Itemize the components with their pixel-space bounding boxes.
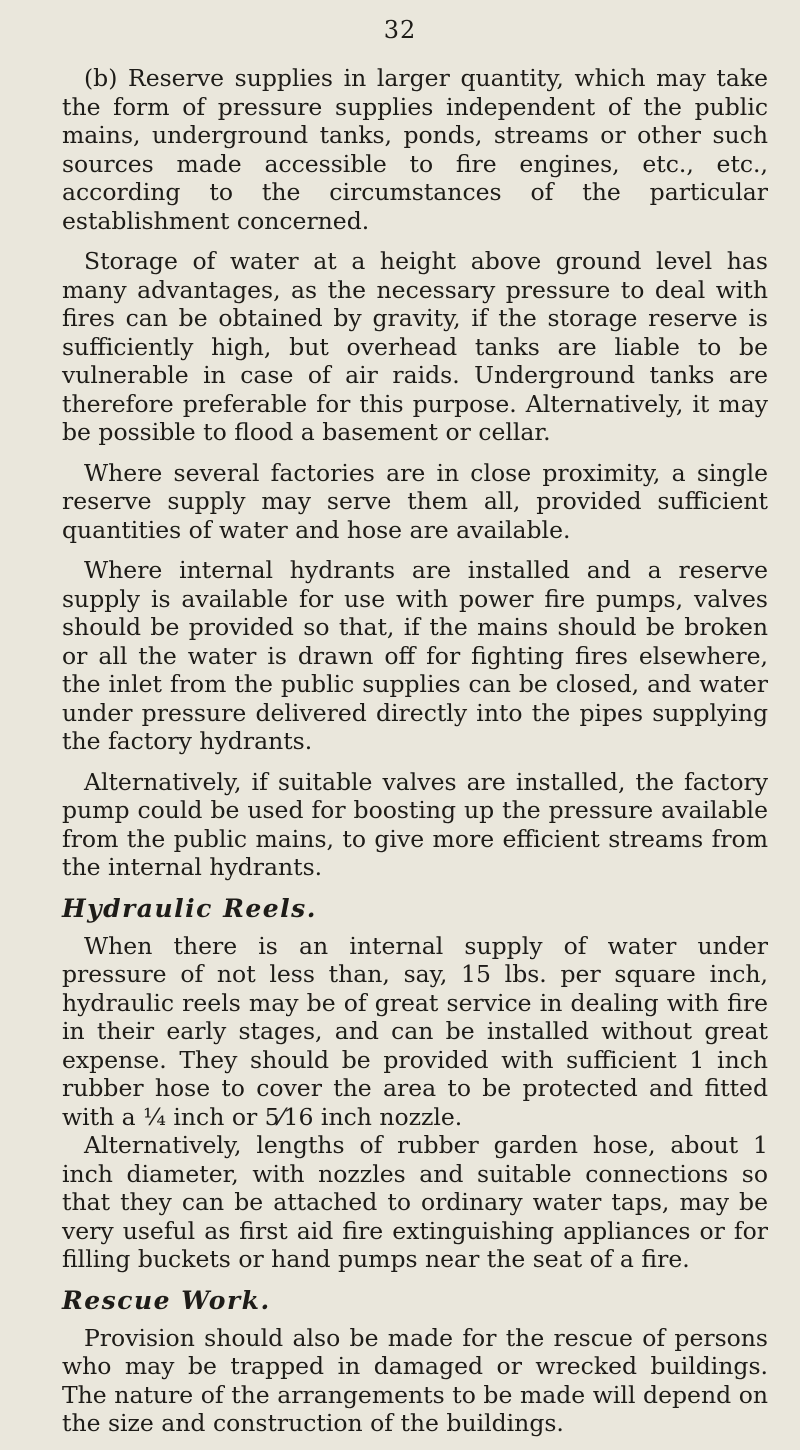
page-number: 32 — [383, 16, 417, 44]
heading-hydraulic-reels: Hydraulic Reels. — [62, 893, 317, 923]
paragraph-rescue: Provision should also be made for the rescue of persons who may be trapped in damaged or wrecked buildings. The nature of the arrangements to be made will depend on the size and construction of the buildings. — [62, 1323, 768, 1437]
paragraph-factory-pump: Alternatively, if suitable valves are installed, the factory pump could be used for boosting up the pressure available from the public mains, to give more efficient streams from the internal hydrants. — [62, 767, 768, 881]
paragraph-hydraulic-reels: When there is an internal supply of water under pressure of not less than, say, 15 lbs. per square inch, hydraulic reels may be of great service in dealing with fire in their early stages, and can be installed without great expense. They should be provided with sufficient 1 inch rubber hose to cover the area to be protected and fitted with a ¼ inch or 5⁄16 inch nozzle. — [62, 931, 768, 1131]
paragraph-storage: Storage of water at a height above ground level has many advantages, as the necessary pressure to deal with fires can be obtained by gravity, if the storage reserve is sufficiently high, but overhead tanks are liable to be vulnerable in case of air raids. Underground tanks are therefore preferable for this purpose. Alternatively, it may be possible to flood a basement or cellar. — [62, 247, 768, 446]
body-text — [62, 64, 768, 1450]
paragraph-reserve-supplies: (b) Reserve supplies in larger quantity, which may take the form of pressure supplies independent of the public mains, underground tanks, ponds, streams or other such sources made accessible to fire engines, etc., etc., according to the circumstances of the particular establishment concerned. — [62, 64, 768, 235]
heading-rescue-work: Rescue Work. — [62, 1285, 271, 1315]
paragraph-garden-hose: Alternatively, lengths of rubber garden hose, about 1 inch diameter, with nozzles and suitable connections so that they can be attached to ordinary water taps, may be very useful as first aid fire extinguishing appliances or for filling buckets or hand pumps near the seat of a fire. — [62, 1131, 768, 1273]
paragraph-internal-hydrants: Where internal hydrants are installed and a reserve supply is available for use with power fire pumps, valves should be provided so that, if the mains should be broken or all the water is drawn off for fighting fires elsewhere, the inlet from the public supplies can be closed, and water under pressure delivered directly into the pipes supplying the factory hydrants. — [62, 556, 768, 755]
paragraph-factories: Where several factories are in close proximity, a single reserve supply may serve them all, provided sufficient quantities of water and hose are available. — [62, 458, 768, 544]
